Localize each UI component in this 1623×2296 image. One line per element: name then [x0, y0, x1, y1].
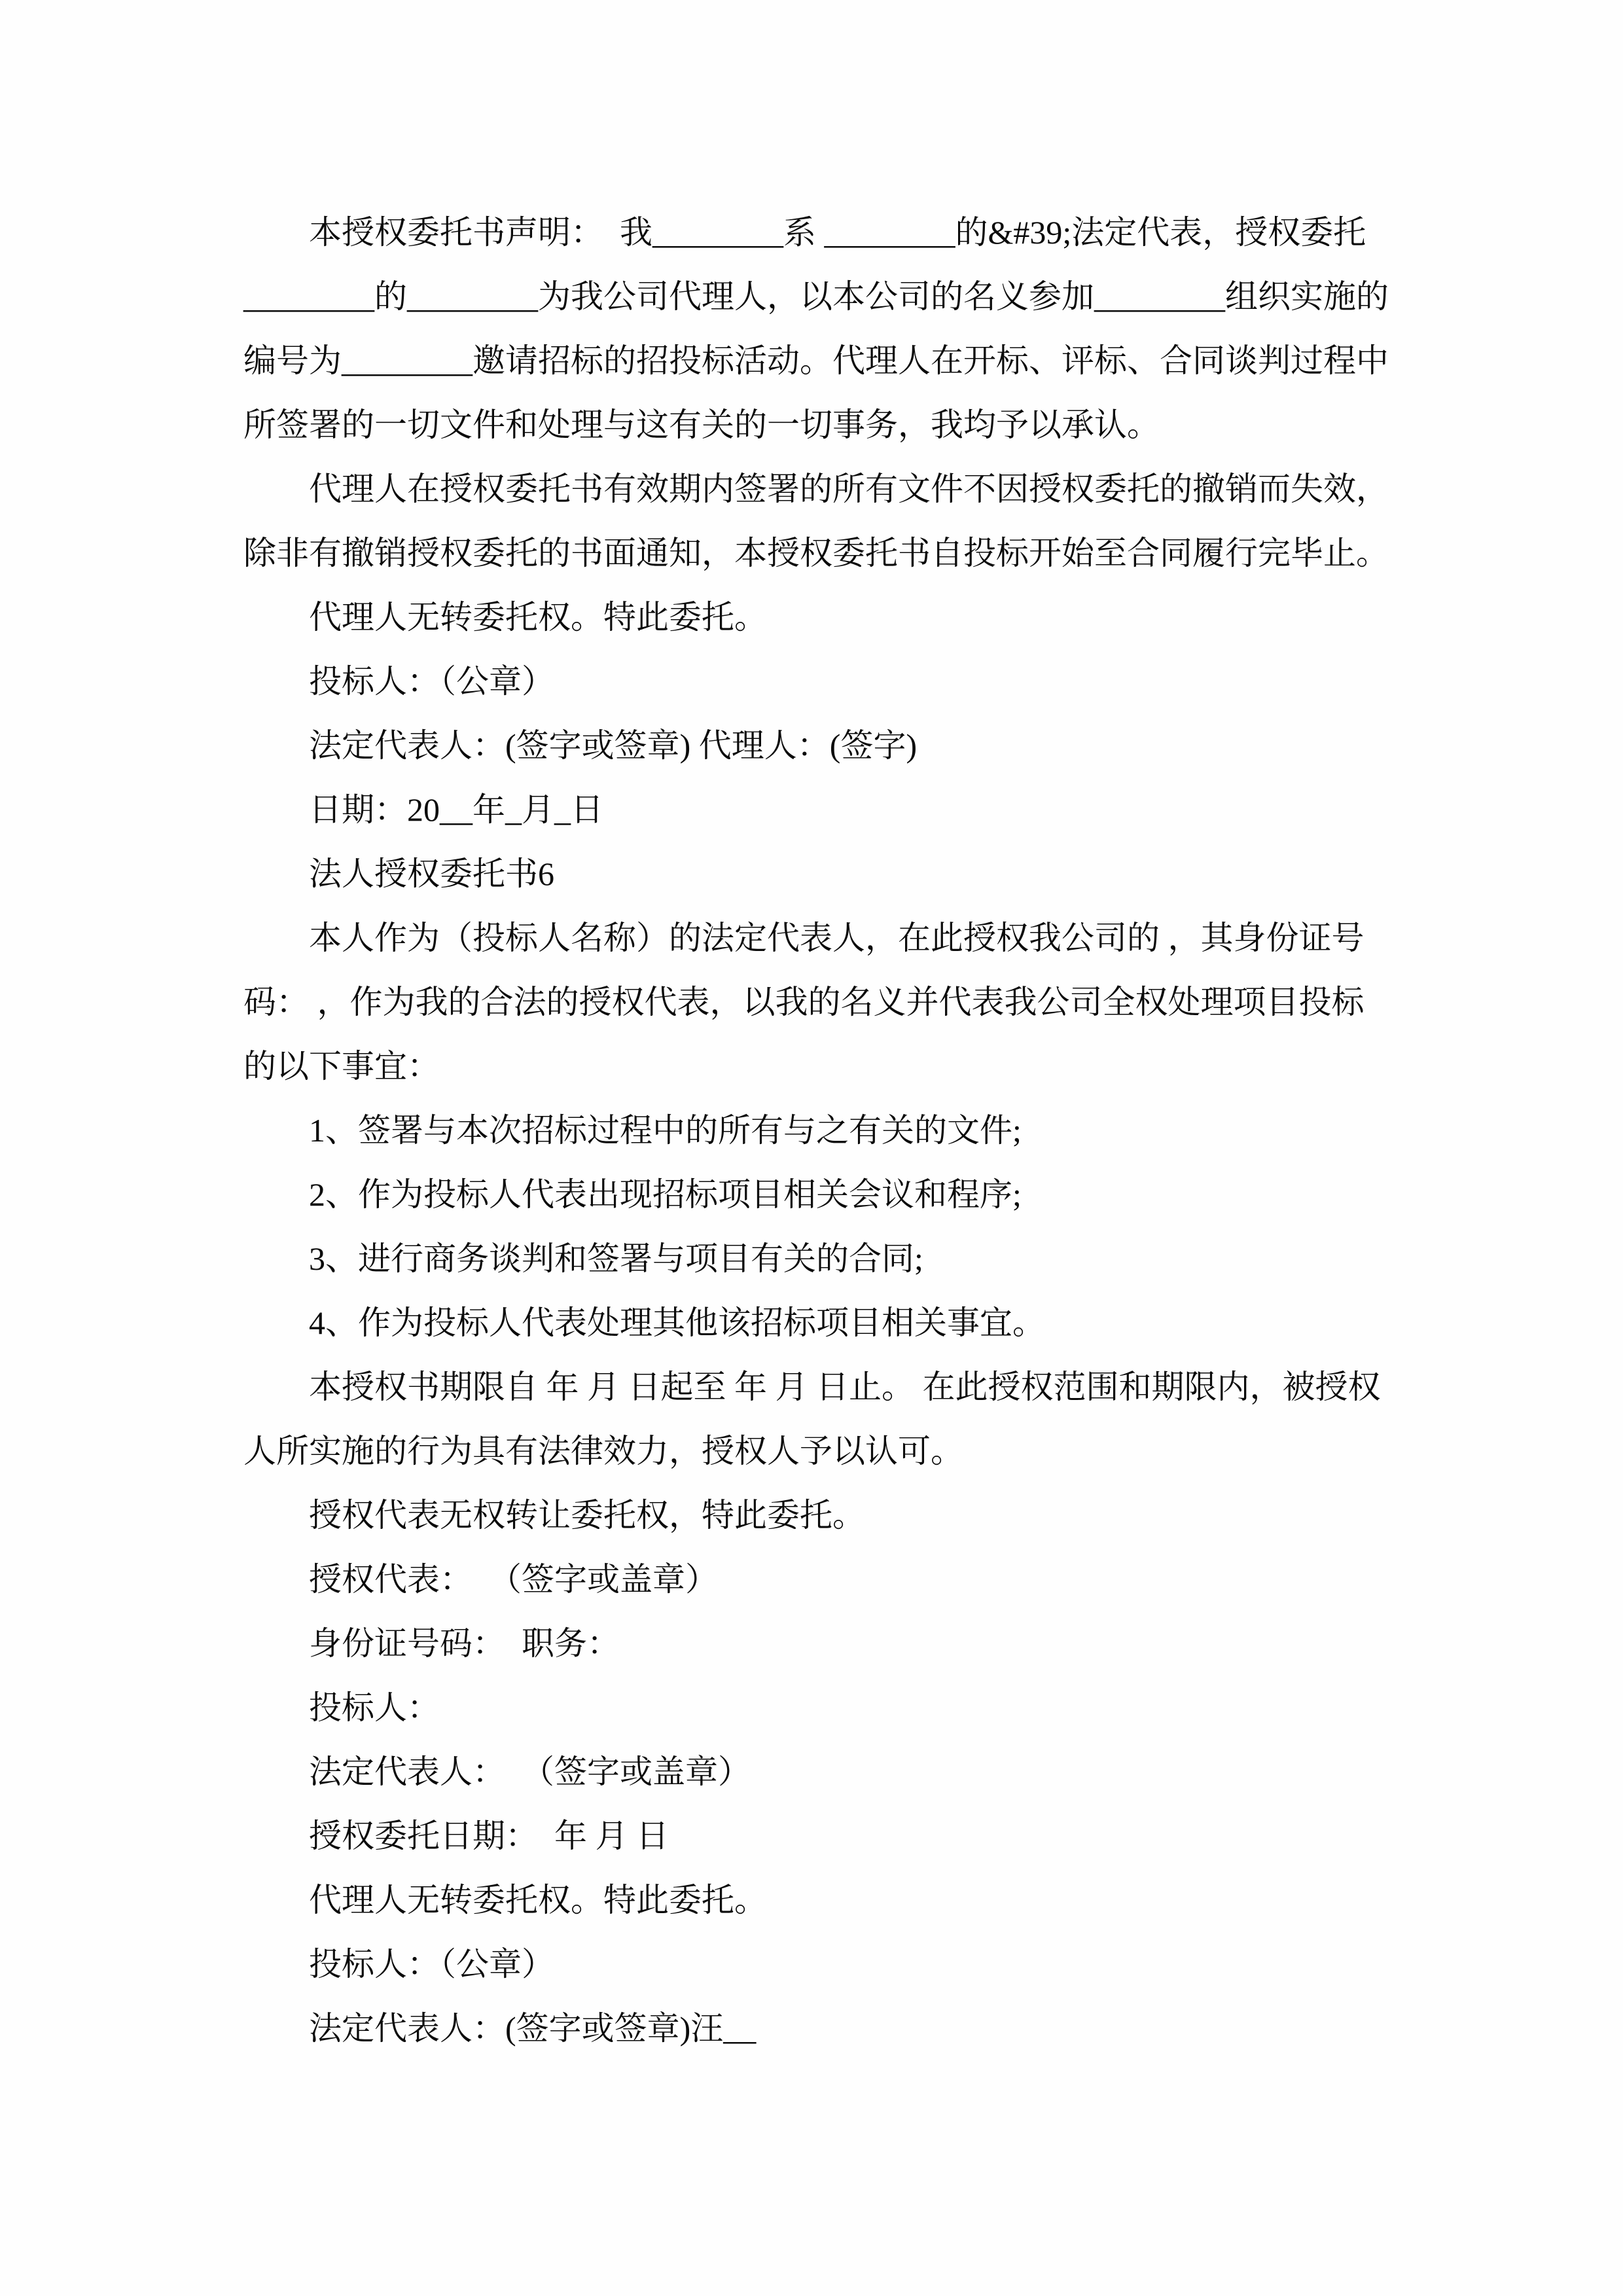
doc-line: 3、进行商务谈判和签署与项目有关的合同; [309, 1240, 923, 1277]
doc-line: 投标人：（公章） [309, 663, 554, 700]
doc-line: 人所实施的行为具有法律效力，授权人予以认可。 [243, 1433, 963, 1469]
doc-line: 编号为________邀请招标的招投标活动。代理人在开标、评标、合同谈判过程中 [243, 342, 1389, 379]
doc-line: 本人作为（投标人名称）的法定代表人，在此授权我公司的 ，其身份证号 [309, 920, 1364, 956]
doc-line: 除非有撤销授权委托的书面通知，本授权委托书自投标开始至合同履行完毕止。 [243, 535, 1389, 571]
doc-line: 日期：20__年_月_日 [309, 791, 603, 828]
doc-line: 法定代表人： （签字或盖章） [309, 1753, 751, 1790]
doc-line: 码： ，作为我的合法的授权代表，以我的名义并代表我公司全权处理项目投标 [243, 984, 1364, 1020]
doc-line: ________的________为我公司代理人，以本公司的名义参加________组织实施的 [243, 278, 1389, 315]
doc-line: 代理人无转委托权。特此委托。 [309, 599, 767, 636]
doc-line: 投标人： [309, 1689, 440, 1726]
doc-line: 本授权书期限自 年 月 日起至 年 月 日止。 在此授权范围和期限内，被授权 [309, 1369, 1381, 1405]
doc-line: 法人授权委托书6 [309, 855, 554, 892]
doc-line: 授权代表无权转让委托权，特此委托。 [309, 1497, 865, 1534]
doc-line: 授权代表： （签字或盖章） [309, 1561, 718, 1598]
doc-line: 1、签署与本次招标过程中的所有与之有关的文件; [309, 1112, 1022, 1149]
doc-line: 法定代表人：(签字或签章)汪__ [309, 2010, 757, 2047]
doc-line: 所签署的一切文件和处理与这有关的一切事务，我均予以承认。 [243, 406, 1160, 443]
doc-line: 代理人无转委托权。特此委托。 [309, 1882, 767, 1918]
doc-line: 授权委托日期： 年 月 日 [309, 1818, 669, 1854]
doc-line: 代理人在授权委托书有效期内签署的所有文件不因授权委托的撤销而失效， [309, 471, 1389, 507]
doc-line: 投标人：（公章） [309, 1946, 554, 1982]
document-body [243, 200, 1405, 2060]
doc-line: 本授权委托书声明： 我________系 ________的&#39;法定代表，授权委托 [309, 214, 1366, 251]
doc-line: 4、作为投标人代表处理其他该招标项目相关事宜。 [309, 1304, 1045, 1341]
doc-line: 2、作为投标人代表出现招标项目相关会议和程序; [309, 1176, 1022, 1213]
doc-line: 身份证号码： 职务： [309, 1625, 620, 1662]
doc-line: 法定代表人：(签字或签章) 代理人：(签字) [309, 727, 918, 764]
doc-line: 的以下事宜： [243, 1048, 440, 1085]
